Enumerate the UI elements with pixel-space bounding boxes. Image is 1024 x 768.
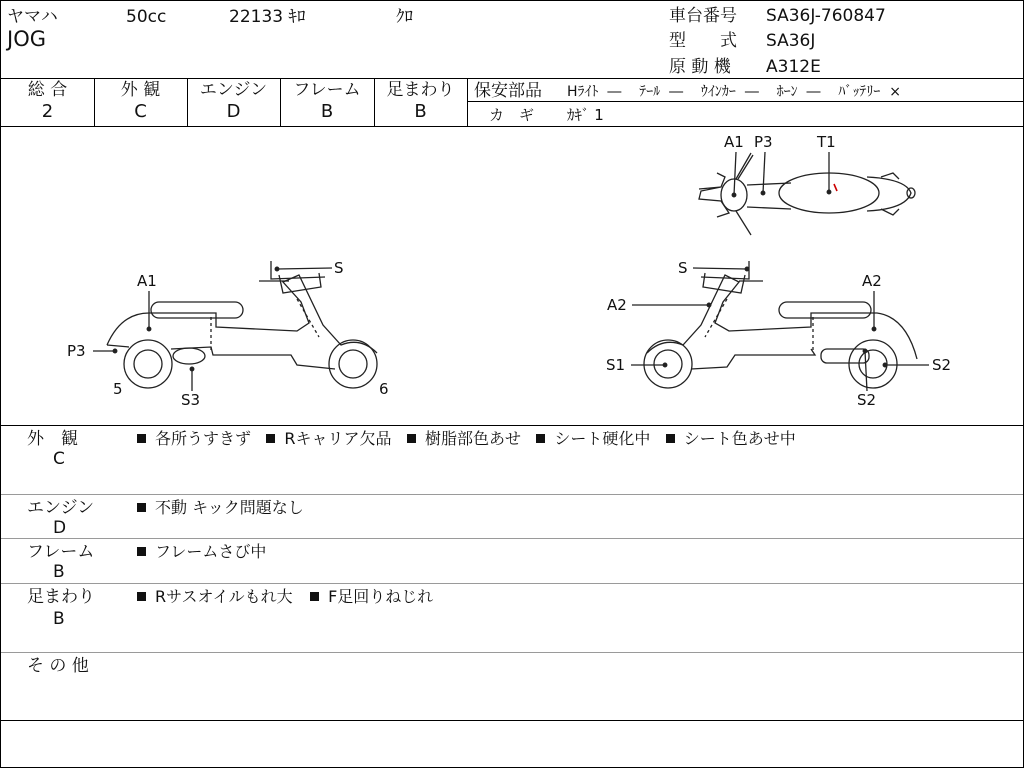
left-label-5: 5 [113,380,123,398]
maker-name: ヤマハ [7,7,58,27]
left-label-a1: A1 [137,272,157,290]
note-item: 樹脂部色あせ [424,429,521,448]
right-label-s1: S1 [606,356,626,374]
frame-grade-value: B [320,101,334,122]
note-item: Rキャリア欠品 [284,429,392,448]
left-label-s: S [334,259,344,277]
top-label-a1: A1 [724,133,744,151]
top-label-t1: T1 [817,133,836,151]
right-label-s2-bottom: S2 [857,391,877,409]
type-label: 型 式 [669,31,737,51]
note-item: フレームさび中 [155,542,267,561]
notes-engine-label: エンジン [27,498,95,518]
notes-engine-grade: D [53,518,67,538]
right-label-s2-side: S2 [932,356,952,374]
suspension-grade-value: B [414,101,427,122]
exterior-grade-label: 外 観 [120,80,161,100]
displacement: 50cc [126,7,167,27]
note-item: シート色あせ中 [683,429,796,448]
key-value: ｶｷﾞ 1 [567,106,604,124]
exterior-grade-value: C [134,101,147,122]
notes-suspension-label: 足まわり [27,587,95,607]
model-name: JOG [7,27,46,51]
safety-parts-items: Hﾗｲﾄ ― ﾃｰﾙ ― ｳｲﾝｶｰ ― ﾎｰﾝ ― ﾊﾞｯﾃﾘｰ × [567,84,901,100]
notes-exterior-label: 外 観 [27,429,78,449]
note-item: Rサスオイルもれ大 [155,587,293,606]
engine-grade-value: D [226,101,241,122]
frame-number: SA36J-760847 [766,6,886,26]
note-item: シート硬化中 [554,429,651,448]
overall-grade-label: 総 合 [27,80,68,100]
engine-model-label: 原 動 機 [669,57,731,77]
notes-frame-label: フレーム [27,542,95,562]
key-label: カ ギ [489,106,535,124]
right-label-s: S [678,259,688,277]
note-item: F足回りねじれ [328,587,434,606]
frame-grade-label: フレーム [293,80,361,100]
left-label-p3: P3 [67,342,86,360]
suspension-grade-label: 足まわり [386,80,455,100]
damage-diagram [1,127,1023,425]
notes-suspension-items [137,587,433,607]
left-label-6: 6 [379,380,389,398]
notes-frame-items [137,542,266,562]
notes-suspension-grade: B [53,609,65,629]
color: ｸﾛ [396,7,413,27]
type-value: SA36J [766,31,816,51]
note-item: 不動 キック問題なし [155,498,304,517]
top-view-scooter-icon [699,153,915,235]
note-item: 各所うすきず [155,429,252,448]
engine-model-value: A312E [766,57,821,77]
notes-exterior-items [137,429,796,449]
right-label-a2-rear: A2 [862,272,882,290]
notes-other-label: そ の 他 [27,656,89,676]
overall-grade-value: 2 [41,101,54,122]
right-label-a2-front: A2 [607,296,627,314]
notes-frame-grade: B [53,562,65,582]
mileage: 22133 ｷﾛ [229,7,306,27]
engine-grade-label: エンジン [199,80,268,100]
left-label-s3: S3 [181,391,201,409]
notes-engine-items [137,498,304,518]
safety-parts-label: 保安部品 [474,81,542,101]
top-label-p3: P3 [754,133,773,151]
divider [1,78,1023,79]
notes-exterior-grade: C [53,449,65,469]
frame-number-label: 車台番号 [669,6,737,26]
